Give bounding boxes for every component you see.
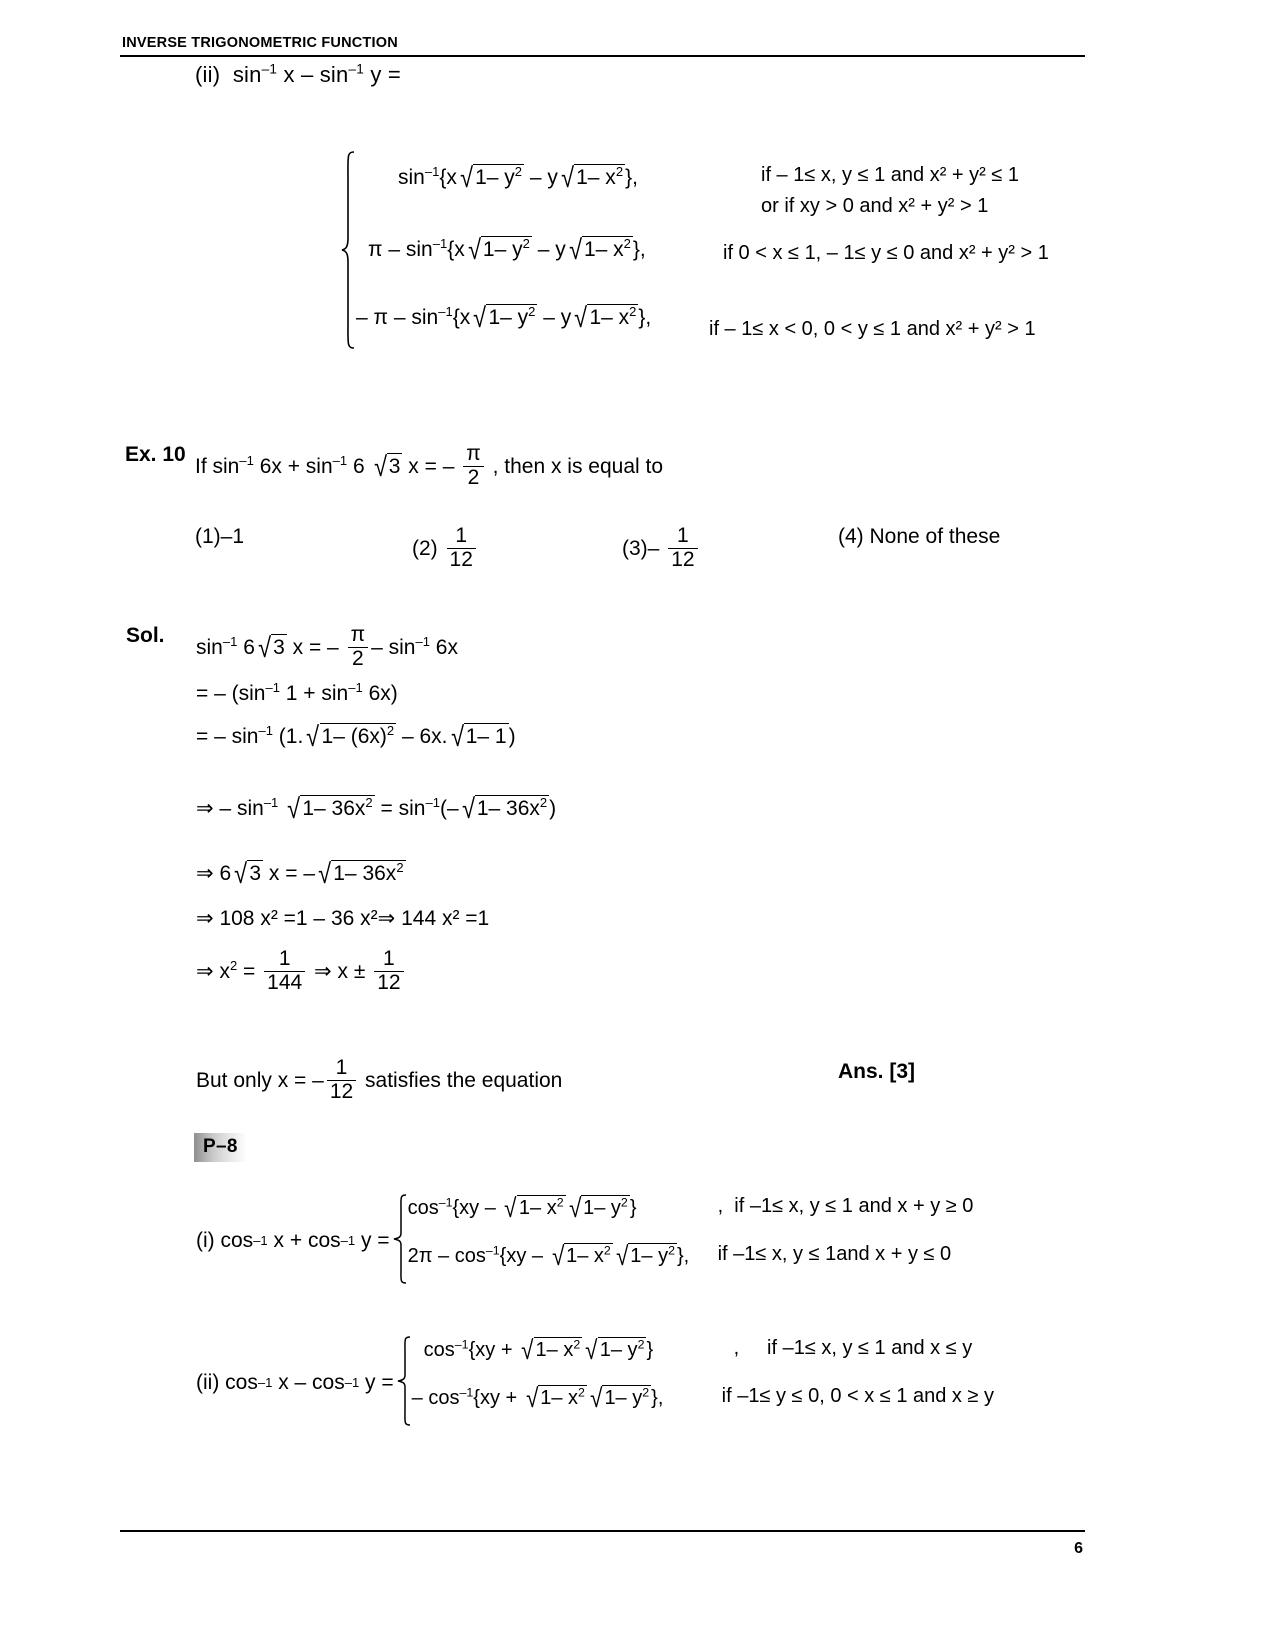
radicand-sup: 2 [539, 795, 548, 810]
step8-suffix: satisfies the equation [365, 1068, 563, 1092]
radicand: 1– 36x [333, 862, 397, 885]
brace-open: {x [447, 238, 465, 261]
formula-label: (i) [196, 1229, 215, 1252]
section-ii-sin-b: sin [319, 62, 349, 87]
brace-open: {x [452, 306, 471, 329]
step6-right: 144 x² =1 [401, 907, 490, 930]
radicand-sup: 2 [603, 1243, 611, 1258]
sin-sup: –1 [348, 680, 363, 695]
page-header [120, 36, 1085, 57]
example-suffix: , then x is equal to [492, 454, 664, 478]
cos-fn: cos [220, 1229, 254, 1252]
implies-icon: ⇒ [196, 907, 214, 930]
cos-sup: –1 [438, 1195, 453, 1210]
x-square-sup: 2 [229, 957, 238, 973]
fraction-numerator: 1 [677, 524, 689, 547]
p8-formula-row [408, 1193, 974, 1241]
step7-equals: = [243, 959, 256, 983]
example-term2: 6 [352, 454, 365, 478]
radicand-sup: 2 [573, 1337, 581, 1352]
option-number: (4) [838, 525, 864, 548]
open-brace: {xy + [473, 1387, 523, 1409]
p8-formula-condition [708, 1195, 974, 1218]
fraction-numerator: 1 [335, 1056, 348, 1079]
radicand-sup: 2 [642, 1385, 650, 1400]
radicand-sup: 2 [396, 860, 404, 875]
sin-sup: –1 [263, 795, 279, 810]
sqrt-icon: √ 1– $y^2$ [590, 1383, 650, 1414]
lhs-mid: x – cos [278, 1371, 345, 1394]
radicand: 1– x [518, 1197, 557, 1219]
fraction-denominator: 2 [348, 647, 369, 671]
radicand: 1– y [583, 1197, 621, 1219]
radicand: 1– y [630, 1245, 669, 1267]
fn-sup: –1 [432, 236, 448, 251]
sqrt-icon: √ 1– $x^2$ [521, 1335, 581, 1366]
expr-prefix: 2π – [407, 1245, 455, 1267]
cos-fn: cos [407, 1197, 439, 1219]
piecewise-condition [691, 296, 1036, 341]
p8-formula-condition [712, 1385, 994, 1408]
solution-step-6 [196, 906, 489, 931]
step3-mid: – 6x. [401, 725, 448, 748]
p8-formula-row [412, 1383, 994, 1431]
radicand-sup: 2 [623, 236, 631, 251]
radicand-sup: 2 [668, 1243, 675, 1258]
close-brace: }, [677, 1245, 690, 1267]
fraction-numerator: π [466, 442, 481, 465]
brace-open: {x [439, 166, 457, 189]
fn-name: sin [411, 306, 439, 329]
radicand: 1– y [599, 1339, 638, 1361]
fraction-numerator: π [350, 623, 366, 646]
fraction-numerator: 1 [455, 524, 468, 547]
fraction-pi-over-2 [463, 443, 484, 489]
fraction-numerator: 1 [383, 947, 395, 970]
solution-step-2 [196, 682, 398, 706]
implies-icon: ⇒ [196, 959, 214, 983]
formula-label: (ii) [196, 1371, 220, 1394]
condition-line-1: if – 1≤ x < 0, 0 < y ≤ 1 and x² + y² > 1 [709, 318, 1036, 340]
condition-line-1: if – 1≤ x, y ≤ 1 and x² + y² ≤ 1 [761, 164, 1020, 186]
fraction-1-over-144 [264, 948, 305, 994]
radicand-sup: 2 [578, 1385, 585, 1400]
p8-formula-row [408, 1241, 974, 1289]
sqrt-icon: √ 1– $x^2$ [525, 1383, 585, 1414]
radicand: 1– x [540, 1387, 579, 1409]
brace-close: }, [632, 238, 646, 261]
radicand: 1– y [604, 1387, 643, 1409]
step5-neg: – [303, 862, 316, 885]
p8-formula-i-lhs: (i) cos –1 x + cos –1 y = [196, 1229, 390, 1252]
section-badge-p8: P–8 [194, 1133, 247, 1162]
p8-formula-ii [196, 1335, 994, 1431]
mid-term: – y [537, 238, 566, 261]
example-sup-1: –1 [239, 452, 254, 468]
p8-formula-ii-rows [412, 1335, 994, 1431]
radicand: 3 [273, 635, 285, 659]
left-brace-icon [340, 150, 356, 350]
radicand: 1– x [566, 1245, 604, 1267]
sqrt-icon: √ 1– $y^2$ [467, 234, 530, 266]
step4-equals-sin: = sin [380, 797, 426, 820]
option-number: (3) [622, 536, 648, 560]
expr-prefix: – π – [356, 306, 412, 329]
header-divider [120, 55, 1085, 57]
step4-minus-sin: – sin [219, 797, 264, 820]
brace-close: }, [625, 166, 638, 189]
radicand-sup: 2 [528, 304, 536, 319]
fraction-denominator: 12 [327, 1080, 356, 1104]
option-1[interactable] [195, 525, 244, 549]
piecewise-expression [356, 296, 691, 334]
radicand: 1– x [576, 166, 616, 189]
piecewise-sin-rows [356, 150, 1049, 364]
step3-paren: (1. [278, 725, 304, 748]
piecewise-expression [356, 156, 733, 194]
piecewise-row [356, 156, 1049, 218]
fraction-1-over-12 [327, 1057, 356, 1103]
implies-icon: ⇒ [196, 797, 214, 820]
solution-step-3 [196, 721, 516, 753]
radicand-sup: 2 [386, 723, 395, 738]
section-ii-sup-a: –1 [261, 61, 278, 77]
radicand-sup: 2 [365, 795, 373, 810]
sqrt-icon: √ 3 [373, 451, 401, 483]
section-ii-minus: – [300, 62, 314, 87]
sin-sup: –1 [222, 633, 238, 649]
radicand-sup: 2 [615, 164, 624, 179]
radicand-sup: 2 [514, 164, 523, 179]
radicand: 1– 36x [476, 797, 540, 820]
sqrt-icon: √ 3 [258, 632, 285, 664]
fn-sup: –1 [438, 304, 453, 319]
radicand: 3 [249, 862, 262, 885]
example-var: x = – [408, 454, 455, 478]
open-brace: {xy + [468, 1339, 519, 1361]
step4-open: (– [439, 797, 459, 820]
footer-divider [120, 1530, 1085, 1532]
step7-x: x [219, 959, 230, 983]
fraction-denominator: 144 [264, 971, 305, 995]
condition-text: if –1≤ x, y ≤ 1 and x ≤ y [767, 1337, 973, 1359]
page-number: 6 [1074, 1540, 1083, 1557]
radicand: 1– (6x) [321, 725, 387, 748]
radicand: 1– x [589, 306, 630, 329]
radicand-sup: 2 [637, 1337, 645, 1352]
cos-sup: –1 [485, 1243, 500, 1258]
piecewise-sin-block [340, 150, 1100, 364]
sqrt-icon: √ 1– $x^2$ [568, 234, 631, 266]
option-number: (1) [195, 525, 221, 548]
step2-close: 6x) [368, 682, 398, 705]
fraction-denominator: 2 [463, 466, 484, 490]
condition-text: if –1≤ x, y ≤ 1and x + y ≤ 0 [717, 1243, 952, 1265]
example-sup-2: –1 [332, 452, 348, 468]
mid-term: – y [543, 306, 572, 329]
piecewise-row [356, 296, 1049, 358]
step8-prefix: But only x = [196, 1068, 307, 1092]
fraction-pi-over-2 [348, 624, 369, 670]
solution-step-7 [196, 948, 407, 994]
cos-sup: –1 [459, 1385, 474, 1400]
p8-formula-i-rows [408, 1193, 974, 1289]
sqrt-icon: √ 1– $36x^2$ [287, 793, 373, 825]
page-footer [120, 1530, 1085, 1558]
option-value: None of these [869, 525, 1001, 548]
section-ii-var-x: x [283, 62, 295, 87]
fraction-denominator: 12 [447, 548, 476, 572]
example-statement [195, 443, 663, 489]
fn-sup: –1 [424, 164, 440, 179]
expr-prefix: π – [368, 238, 406, 261]
lhs-y-equals: y = [365, 1371, 394, 1394]
implies-icon: ⇒ [196, 862, 214, 885]
lhs-mid: x + cos [273, 1229, 341, 1252]
cos-fn: cos [225, 1371, 258, 1394]
brace-close: }, [638, 306, 652, 329]
step3-open: = – sin [196, 725, 259, 748]
radicand: 1– y [475, 166, 515, 189]
step3-close: ) [508, 725, 516, 748]
fraction-denominator: 12 [374, 971, 403, 995]
p8-formula-i [196, 1193, 973, 1289]
step5-x-equals: x = [268, 862, 298, 885]
example-term1: 6x + sin [259, 454, 333, 478]
condition-line-2: or if xy > 0 and x² + y² > 1 [761, 195, 989, 217]
sin-fn: sin [196, 635, 223, 659]
x-equals-minus: x = – [292, 635, 339, 659]
implies-icon: ⇒ [377, 907, 396, 930]
condition-comma: , [717, 1195, 724, 1217]
section-ii-label: (ii) [195, 62, 221, 87]
close-brace: }, [651, 1387, 664, 1409]
step5-six: 6 [219, 862, 232, 885]
p8-formula-expression [411, 1383, 712, 1414]
sqrt-icon: √ 1– $y^2$ [473, 302, 536, 334]
p8-formula-ii-lhs: (ii) cos –1 x – cos –1 y = [196, 1371, 394, 1394]
option-3[interactable] [622, 525, 701, 571]
fn-name: sin [405, 238, 433, 261]
left-brace-icon [392, 1193, 408, 1285]
sqrt-icon: √ 1– $y^2$ [460, 162, 523, 194]
radicand-sup: 2 [522, 236, 530, 251]
solution-step-4 [196, 793, 557, 825]
open-brace: {xy – [452, 1197, 502, 1219]
p8-formula-expression [407, 1193, 708, 1224]
step6-left: 108 x² =1 – 36 x² [219, 907, 378, 930]
piecewise-row [356, 228, 1049, 290]
sqrt-icon: √ 1– $x^2$ [551, 1241, 611, 1272]
option-fraction [668, 525, 697, 571]
p8-formula-condition [708, 1243, 952, 1266]
step4-close: ) [549, 797, 557, 820]
example-prefix: If sin [195, 454, 240, 478]
sqrt-icon: √ 1– $y^2$ [568, 1193, 628, 1224]
piecewise-condition [733, 156, 1019, 218]
page-title: INVERSE TRIGONOMETRIC FUNCTION [122, 35, 398, 51]
radicand: 1– 1 [465, 725, 507, 748]
sqrt-icon: √ 3 [234, 858, 262, 890]
minus-sin: – sin [371, 635, 416, 659]
condition-comma: , [733, 1337, 740, 1359]
cos-fn: cos [423, 1339, 455, 1361]
sqrt-icon: √ 1– $y^2$ [615, 1241, 675, 1272]
radicand-sup: 2 [620, 1195, 628, 1210]
step2-open: = – (sin [196, 682, 266, 705]
radicand-sup: 2 [556, 1195, 564, 1210]
sqrt-icon: √ 1– $x^2$ [561, 162, 624, 194]
option-4[interactable] [838, 525, 1000, 549]
sqrt-icon: √ 1– 1 [450, 721, 507, 753]
solution-step-5 [196, 858, 406, 890]
radicand: 1– x [583, 238, 624, 261]
section-ii-equals: = [387, 62, 401, 87]
condition-line-1: if 0 < x ≤ 1, – 1≤ y ≤ 0 and x² + y² > 1 [723, 242, 1049, 264]
radicand: 1– x [535, 1339, 574, 1361]
expr-prefix: – [411, 1387, 429, 1409]
fn-name: sin [398, 166, 425, 189]
fraction-1-over-12 [374, 948, 403, 994]
fraction-denominator: 12 [668, 548, 697, 572]
cos-sup: –1 [454, 1337, 469, 1352]
answer-text: Ans. [3] [838, 1060, 916, 1083]
option-value: –1 [220, 525, 245, 548]
cos-fn: cos [428, 1387, 460, 1409]
radicand: 1– 36x [302, 797, 366, 820]
option-number: (2) [412, 536, 438, 560]
sqrt-icon: √ 1– $36x^2$ [461, 793, 548, 825]
sqrt-icon: √ 1– $x^2$ [504, 1193, 564, 1224]
option-fraction [447, 525, 476, 571]
example-label: Ex. 10 [125, 443, 186, 466]
cos-fn: cos [454, 1245, 486, 1267]
solution-label: Sol. [126, 624, 165, 647]
solution-step-8 [196, 1057, 562, 1103]
piecewise-expression [356, 228, 703, 266]
step8-sign: – [312, 1068, 324, 1092]
open-brace: {xy – [499, 1245, 549, 1267]
fraction-numerator: 1 [278, 947, 291, 970]
p8-formula-expression [412, 1335, 724, 1366]
section-ii-sup-b: –1 [348, 61, 365, 77]
sin-sup: –1 [265, 680, 280, 695]
sin-sup: –1 [258, 723, 273, 738]
left-brace-icon [396, 1335, 412, 1427]
radicand: 1– y [482, 238, 523, 261]
solution-step-1 [196, 624, 458, 670]
option-sign: – [647, 536, 660, 560]
piecewise-condition [703, 228, 1049, 265]
p8-formula-expression [407, 1241, 708, 1272]
sqrt-icon: √ 1– $y^2$ [585, 1335, 645, 1366]
section-ii-var-y: y [370, 62, 382, 87]
close-brace: } [646, 1339, 654, 1361]
radicand-sup: 2 [629, 304, 637, 319]
p8-formula-condition [724, 1337, 973, 1360]
step7-x-pm: x ± [337, 959, 366, 983]
condition-text: if –1≤ x, y ≤ 1 and x + y ≥ 0 [734, 1195, 974, 1217]
sqrt-icon: √ 1– $(6x)^2$ [306, 721, 395, 753]
close-brace: } [629, 1197, 637, 1219]
radicand: 3 [388, 454, 401, 478]
section-ii-heading [195, 62, 401, 88]
coefficient-six: 6 [243, 635, 255, 659]
sqrt-icon: √ 1– $36x^2$ [318, 858, 404, 890]
sin-sup: –1 [415, 633, 430, 649]
p8-formula-row [412, 1335, 994, 1383]
mid-term: – y [529, 166, 558, 189]
sin-sup: –1 [425, 795, 440, 810]
lhs-y-equals: y = [360, 1229, 390, 1252]
step2-one-plus-sin: 1 + sin [285, 682, 349, 705]
sqrt-icon: √ 1– $x^2$ [574, 302, 637, 334]
option-2[interactable] [412, 525, 479, 571]
radicand: 1– y [488, 306, 529, 329]
six-x: 6x [435, 635, 458, 659]
condition-text: if –1≤ y ≤ 0, 0 < x ≤ 1 and x ≥ y [721, 1385, 995, 1407]
implies-icon: ⇒ [314, 959, 332, 983]
section-ii-sin-a: sin [232, 62, 262, 87]
